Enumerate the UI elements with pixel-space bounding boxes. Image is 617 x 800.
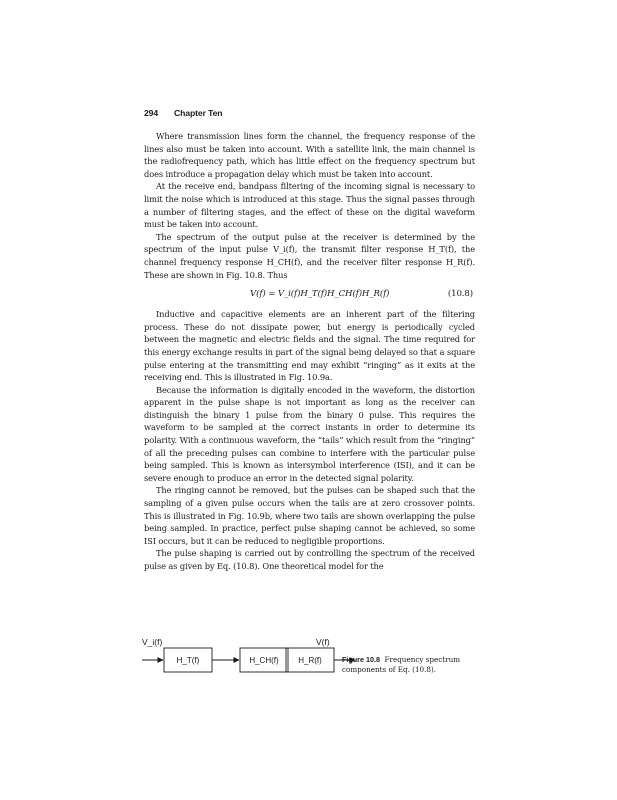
paragraph: Because the information is digitally encoded in the waveform, the distortion apparent in the pulse shape is not important as long as the receiver can distinguish the binary 1 pulse from the binary 0 pulse. This requires the waveform to be sampled at the correct instants in order to determine its polarity. With a continuous waveform, the “tails” which result from the “ringing” of all the preceding pulses can combine to interfere with the particular pulse being sampled. This is known as intersymbol interference (ISI), and it can be severe enough to produce an error in the detected signal polarity.	[144, 384, 475, 483]
equation-number: (10.8)	[447, 289, 473, 300]
chapter-title: Chapter Ten	[174, 108, 223, 118]
caption-label: Figure 10.8	[342, 655, 380, 664]
body-text	[144, 130, 475, 573]
block-label: H_T(f)	[176, 656, 200, 665]
output-label: V(f)	[316, 637, 330, 647]
equation-formula: V(f) = V_i(f)H_T(f)H_CH(f)H_R(f)	[250, 289, 390, 300]
input-label: V_i(f)	[142, 637, 163, 647]
block-label: H_R(f)	[298, 656, 322, 665]
paragraph: At the receive end, bandpass filtering of the incoming signal is necessary to limit the noise which is introduced at this stage. Thus the signal passes through a number of filtering stages, and the effect of these on the digital waveform must be taken into account.	[144, 181, 475, 230]
figure-caption	[342, 655, 472, 674]
paragraph: Where transmission lines form the channel, the frequency response of the lines also must be taken into account. With a satellite link, the main channel is the radiofrequency path, which has little effect on the frequency spectrum but does introduce a propagation delay which must be taken into account.	[144, 131, 475, 179]
page-header	[144, 108, 222, 118]
paragraph: The spectrum of the output pulse at the receiver is determined by the spectrum of the input pulse V_i(f), the transmit filter response H_T(f), the channel frequency response H_CH(f), and the receiver filter response H_R(f). These are shown in Fig. 10.8. Thus	[144, 231, 475, 280]
equation	[144, 281, 475, 308]
page-number: 294	[144, 108, 159, 118]
paragraph: The pulse shaping is carried out by controlling the spectrum of the received pulse as given by Eq. (10.8). One theoretical model for the	[144, 548, 475, 571]
block-label: H_CH(f)	[249, 656, 279, 665]
paragraph: The ringing cannot be removed, but the pulses can be shaped such that the sampling of a given pulse occurs when the tails are at zero crossover points. This is illustrated in Fig. 10.9b, where two tails are shown overlapping the pulse being sampled. In practice, perfect pulse shaping cannot be achieved, so some ISI occurs, but it can be reduced to negligible proportions.	[144, 485, 475, 546]
paragraph: Inductive and capacitive elements are an inherent part of the filtering process. These do not dissipate power, but energy is periodically cycled between the magnetic and electric fields and the signal. The time required for this energy exchange results in part of the signal being delayed so that a square pulse entering at the transmitting end may exhibit “ringing” as it exits at the receiving end. This is illustrated in Fig. 10.9a.	[144, 309, 475, 383]
caption-text: Frequency spectrum components of Eq. (10.8).	[342, 655, 461, 674]
